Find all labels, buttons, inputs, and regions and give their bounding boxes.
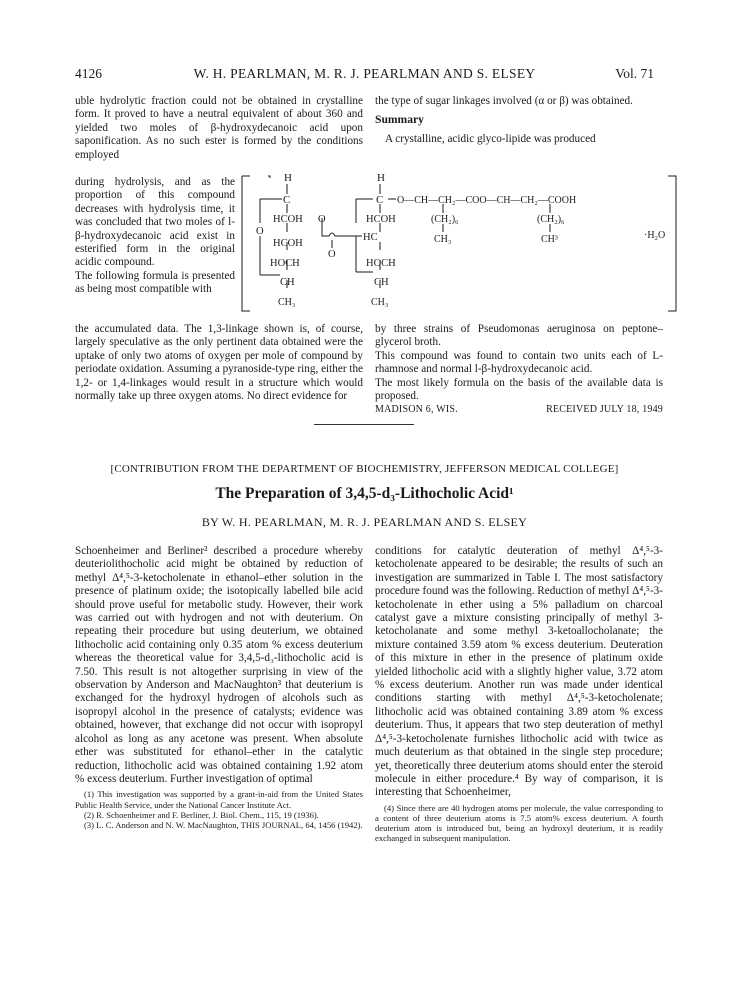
formula-text: CH₃ [371,297,389,308]
formula-text: H [377,172,385,184]
page-number: 4126 [75,66,102,81]
left-column-continued [75,323,363,403]
signature-line [375,403,663,416]
formula-text: (CH₂)₆ [537,214,565,225]
footnote: (4) Since there are 40 hydrogen atoms per molecule, the value corresponding to a content of three deuterium atoms is 7.5 atom% excess deuterium. A fourth deuterium atom is introduced but, being an hydroxyl deuterium, it is readily exchanged in subsequent manipulation. [375,802,663,844]
received-date: RECEIVED JULY 18, 1949 [546,404,663,416]
contribution-line: [CONTRIBUTION FROM THE DEPARTMENT OF BIOCHEMISTRY, JEFFERSON MEDICAL COLLEGE] [110,463,619,475]
formula-text: CH [280,277,295,288]
running-header-authors: W. H. PEARLMAN, M. R. J. PEARLMAN AND S. ELSEY [193,66,536,81]
section-divider [314,424,414,425]
formula-text: CH₃ [434,234,452,245]
formula-text: ·H₂O [644,230,666,241]
right-column-top [375,95,663,146]
formula-text: O [256,226,264,237]
formula-text: HCOH [366,214,396,225]
volume-label: Vol. 71 [615,66,654,81]
left-column-wrap [75,176,235,297]
article-byline: BY W. H. PEARLMAN, M. R. J. PEARLMAN AND S. ELSEY [201,515,528,529]
formula-text: H [284,172,292,184]
formula-text: HCOH [273,214,303,225]
paragraph: This compound was found to contain two units each of L-rhamnose and normal l-β-hydroxydecanoic acid. [375,349,663,376]
formula-text: HOCH [366,258,396,269]
formula-text: O [318,214,326,225]
paragraph: uble hydrolytic fraction could not be obtained in crystalline form. It proved to have a neutral equivalent of about 360 and yielded two moles of β-hydroxydecanoic acid upon saponification. As no such ester is formed by the conditions employed [75,95,363,161]
paragraph: The following formula is presented as being most compatible with [75,269,235,296]
article-left-column [75,545,363,830]
right-column-continued [375,323,663,417]
formula-text: O [328,249,336,260]
formula-text: C [283,194,291,206]
paragraph: conditions for catalytic deuteration of methyl Δ⁴,⁵-3-ketocholenate appeared to be desirable; the results of such an investigation are summarized in Table I. The most satisfactory procedure found was the following. Reduction of methyl Δ⁴,⁵-3-ketocholenate in ether using a 5% palladium on charcoal catalyst gave a mixture consisting principally of methyl 3-ketocholanate and some methyl 3-ketoallocholanate; the mixture contained 3.59 atom % excess deuterium. Deuteration of this mixture in ether in the presence of platinum oxide yielded lithocholic acid with a slightly higher value, 3.72 atom % excess deuterium. Another run was made under identical conditions starting with methyl Δ⁴,⁵-3-ketocholenate; lithocholic acid was obtained containing 3.89 atom % excess deuterium. Thus, it appears that two step deuteration of methyl Δ⁴,⁵-3-ketocholenate furnishes lithocholic acid with twice as much deuterium as that obtained in the single step procedure; yet, theoretically three deuterium atoms should enter the steroid molecule in either procedure.⁴ By way of comparison, it is interesting that Schoenheimer, [375,545,663,799]
formula-text: O—CH—CH₂—COO—CH—CH₂—COOH [397,195,577,206]
footnote: (2) R. Schoenheimer and F. Berliner, J. Biol. Chem., 115, 19 (1936). [84,809,319,820]
paragraph: Schoenheimer and Berliner² described a procedure whereby deuteriolithocholic acid might be obtained by reduction of methyl Δ⁴,⁵-3-ketocholenate in ethanol–ether solution in the presence of platinum oxide; the isotopically labelled bile acid should prove useful for metabolic study. However, their work was carried out with hydrogen and not with deuterium. On repeating their procedure but using deuterium, we obtained lithocholic acid containing only 0.35 atom % excess deuterium whereas the theoretical value for 3,4,5-d₃-lithocholic acid is 7.50. This result is not altogether surprising in view of the observation by Anderson and MacNaughton³ that deuterium is exchanged for the hydroxyl hydrogen of alcohols such as isopropyl alcohol in the presence of catalysts; evidence was obtained, however, that exchange did not occur with isopropyl alcohol as long as any acetone was present. When absolute ether was substituted for ethanol–ether in the catalytic reduction, lithocholic acid was obtained containing 1.92 atom % excess deuterium. Further investigation of optimal [75,545,363,785]
paragraph: the accumulated data. The 1,3-linkage shown is, of course, largely speculative as the only pertinent data obtained were the uptake of only two atoms of oxygen per mole of compound by periodate oxidation. Assuming a pyranoside-type ring, either the 1,2- or 1,4-linkages would result in a structure which would normally take up three oxygen atoms. No direct evidence for [75,323,364,403]
formula-text: CH₃ [278,297,296,308]
footnote: (3) L. C. Anderson and N. W. MacNaughton, THIS JOURNAL, 64, 1456 (1942). [84,819,363,830]
place-label: MADISON 6, WIS. [375,404,458,416]
paragraph: during hydrolysis, and as the proportion of this compound decreases with hydrolysis time, it was concluded that two moles of l-β-hydroxydecanoic acid exist in esterified form in the original acidic compound. [75,176,235,269]
summary-heading: Summary [375,113,424,127]
left-column-top [75,95,363,162]
paragraph: The most likely formula on the basis of the available data is proposed. [375,376,663,403]
formula-text: HC [363,232,378,243]
footnote: (1) This investigation was supported by a grant-in-aid from the United States Public Health Service, under the National Cancer Institute Act. [75,789,363,810]
article-right-column [375,545,663,844]
paragraph: A crystalline, acidic glyco-lipide was produced [385,132,596,145]
formula-text: HOCH [270,258,300,269]
footnotes-left [75,789,363,830]
formula-text: HCOH [273,238,303,249]
formula-text: C [376,194,384,206]
footnotes-right [375,803,663,844]
article-title: The Preparation of 3,4,5-d₃-Lithocholic Acid¹ [215,485,514,502]
structural-formula [240,166,680,318]
formula-text: (CH₂)₆ [431,214,459,225]
paragraph: the type of sugar linkages involved (α or β) was obtained. [375,95,633,107]
paragraph: by three strains of Pseudomonas aeruginosa on peptone–glycerol broth. [375,323,663,349]
formula-text: CH³ [541,234,558,245]
formula-text: CH [374,277,389,288]
